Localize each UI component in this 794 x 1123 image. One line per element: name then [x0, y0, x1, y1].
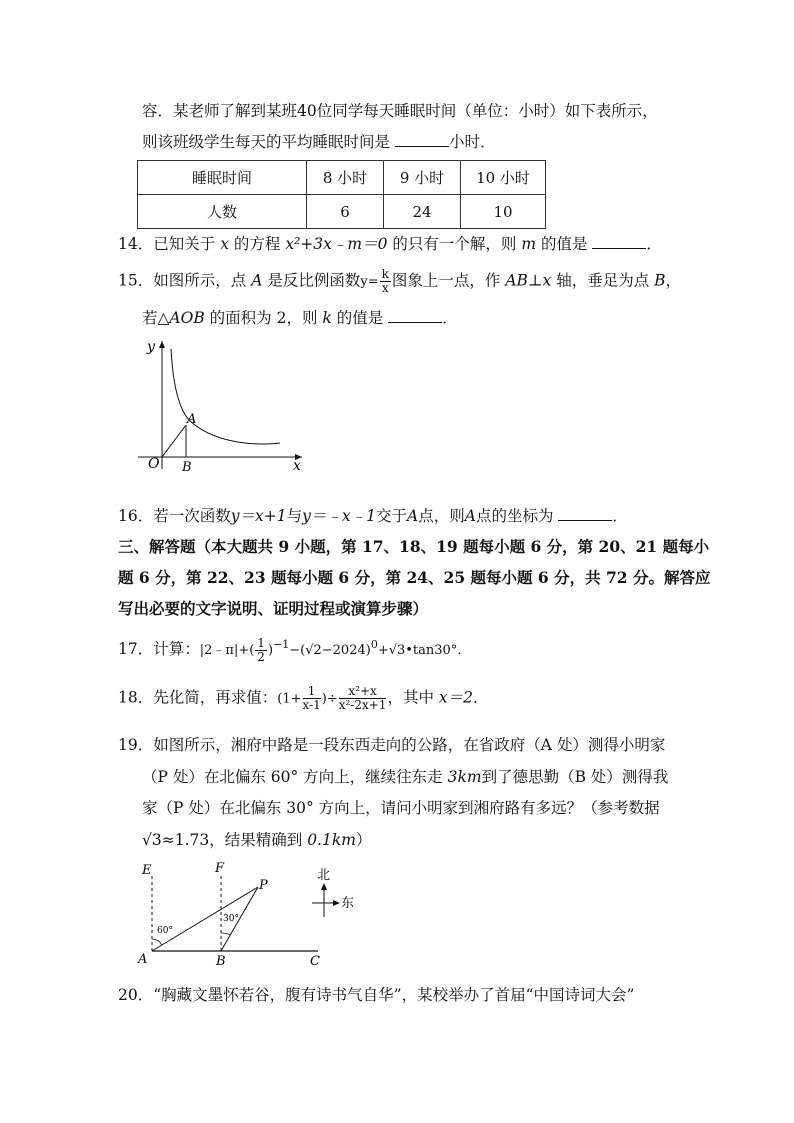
q15-function: y=	[360, 274, 379, 290]
q18-text: 先化简，再求值：	[153, 688, 278, 707]
q15-text: 的值是	[336, 309, 384, 327]
angle-30-label: 30°	[223, 914, 239, 924]
question-20	[118, 984, 634, 1006]
point-a-label: A	[187, 412, 197, 427]
fraction-numerator: x²+x	[339, 685, 387, 699]
question-18	[118, 685, 489, 712]
q14-end: ．	[646, 235, 662, 253]
q14-answer-blank	[592, 234, 646, 249]
angle-arc-60	[152, 939, 162, 945]
point-b-label: B	[216, 954, 226, 969]
q16-point-a: A	[407, 507, 419, 525]
table-header-cell: 8 小时	[307, 161, 384, 195]
q15-text: 轴，垂足为点	[556, 271, 650, 290]
q17-number: 17．	[118, 640, 154, 659]
question-15	[118, 268, 681, 295]
table-cell: 6	[307, 195, 384, 229]
q15-fraction	[380, 268, 391, 295]
q18-condition: x＝2	[438, 688, 474, 707]
table-header-cell: 9 小时	[384, 161, 461, 195]
q19-text: （P 处）在北偏东 60° 方向上，继续往东走	[142, 768, 443, 786]
q16-number: 16．	[118, 507, 154, 525]
q14-var-m: m	[521, 235, 537, 253]
q16-equation2: y＝﹣x﹣1	[302, 507, 376, 525]
q18-end: ．	[473, 688, 489, 707]
q19-text: 如图所示，湘府中路是一段东西走向的公路，在省政府（A 处）测得小明家	[153, 736, 666, 754]
compass-east-arrow-icon	[333, 900, 340, 906]
q19-number: 19．	[118, 736, 154, 754]
q16-text: 交于	[376, 507, 408, 525]
q15-segment-ab: AB	[505, 271, 528, 290]
segment-ap	[152, 887, 258, 951]
question-19-line3: 家（P 处）在北偏东 30° 方向上，请问小明家到湘府路有多远？（参考数据	[142, 799, 660, 817]
q14-number: 14．	[118, 235, 154, 253]
q17-exponent: −1	[273, 638, 290, 651]
q17-expr: +√3•tan30°．	[377, 643, 471, 659]
q15-text: 的面积为 2，则	[209, 309, 318, 327]
q17-expr: |2﹣π|+(	[199, 643, 255, 659]
q16-text: 若一次函数	[153, 507, 231, 525]
q13-answer-blank	[395, 132, 449, 147]
q15-text: 若△	[142, 309, 170, 327]
q19-text: √3≈1.73，结果精确到	[142, 831, 303, 849]
q17-expr: )	[267, 643, 274, 659]
q15-perp: ⊥	[527, 271, 543, 290]
q19-text: ）	[355, 831, 372, 849]
q15-var-k: k	[322, 309, 332, 327]
q15-answer-blank	[388, 308, 442, 323]
q18-fraction2	[339, 685, 387, 712]
table-row	[138, 195, 546, 229]
q13-text2b: 小时．	[448, 133, 496, 151]
y-label: y	[147, 339, 155, 355]
q15-text: ，	[665, 271, 682, 290]
q20-number: 20．	[118, 986, 154, 1004]
q15-point-a: A	[251, 271, 263, 290]
question-19-line1	[118, 734, 665, 756]
hyperbola-curve	[171, 349, 280, 444]
q15-text: 如图所示，点	[153, 271, 247, 290]
q18-expr: )÷	[321, 691, 338, 707]
q13-line1	[142, 100, 658, 122]
point-e-label: E	[142, 863, 152, 878]
figure-19-direction-diagram	[130, 855, 370, 980]
point-p-label: P	[259, 878, 268, 893]
question-14	[118, 233, 662, 255]
section-3-heading-line2: 题 6 分，第 22、23 题每小题 6 分，第 24、25 题每小题 6 分，共 72 分。解答应	[118, 568, 711, 587]
fraction-denominator: 2	[257, 649, 265, 664]
q14-text: 的值是	[540, 235, 588, 253]
q18-fraction1	[303, 685, 321, 712]
angle-arc-30	[221, 933, 230, 935]
q13-text2a: 则该班级学生每天的平均睡眠时间是	[142, 133, 391, 151]
table-header-cell: 睡眠时间	[138, 161, 307, 195]
x-label: x	[293, 458, 301, 474]
section-3-heading-line1: 三、解答题（本大题共 9 小题，第 17、18、19 题每小题 6 分，第 20、21 题每小	[118, 537, 710, 556]
section-3-heading-line3: 写出必要的文字说明、证明过程或演算步骤）	[118, 599, 429, 618]
q18-expr: (1+	[277, 691, 302, 707]
q18-number: 18．	[118, 688, 154, 707]
segment-oa	[162, 425, 186, 457]
fraction-denominator: x	[381, 281, 389, 295]
sleep-time-table	[137, 160, 546, 229]
fraction-numerator: k	[381, 267, 389, 281]
q14-var-x: x	[220, 235, 229, 253]
q18-text: ，其中	[387, 688, 434, 707]
table-cell: 人数	[138, 195, 307, 229]
table-cell: 24	[384, 195, 461, 229]
table-header-cell: 10 小时	[461, 161, 546, 195]
q14-text: 已知关于	[153, 235, 216, 253]
q15-triangle: AOB	[169, 309, 205, 327]
q16-text: 点，则	[418, 507, 465, 525]
q14-text: 的只有一个解，则	[392, 235, 517, 253]
q13-text1: 容．某老师了解到某班40位同学每天睡眠时间（单位：小时）如下表所示，	[142, 102, 658, 120]
q19-precision: 0.1km	[307, 831, 356, 849]
compass-north-arrow-icon	[321, 883, 327, 890]
table-row	[138, 161, 546, 195]
q17-fraction	[255, 637, 267, 664]
q16-text: 点的坐标为	[475, 507, 554, 525]
q16-point-a: A	[464, 507, 476, 525]
q15-var-x: x	[542, 271, 552, 290]
q16-equation1: y＝x+1	[230, 507, 287, 525]
point-a-label: A	[138, 952, 148, 967]
q15-number: 15．	[118, 271, 154, 290]
origin-label: O	[148, 456, 160, 472]
fraction-denominator: x²-2x+1	[338, 698, 387, 712]
q20-text: “胸藏文墨怀若谷，腹有诗书气自华”，某校举办了首届“中国诗词大会”	[153, 986, 635, 1004]
q15-text: 是反比例函数	[267, 271, 361, 290]
question-17	[118, 634, 470, 664]
q17-exponent: 0	[370, 638, 378, 651]
q15-end: ．	[442, 309, 458, 327]
fraction-numerator: 1	[303, 685, 321, 699]
q15-point-b: B	[654, 271, 666, 290]
figure-15-inverse-function	[130, 335, 310, 475]
q16-text: 与	[286, 507, 303, 525]
q16-answer-blank	[558, 506, 612, 521]
q13-line2	[142, 131, 495, 153]
q14-equation: x²+3x﹣m＝0	[285, 235, 388, 253]
q19-distance: 3km	[447, 768, 482, 786]
q16-end: ．	[612, 507, 628, 525]
fraction-denominator: x-1	[302, 698, 321, 712]
fraction-numerator: 1	[257, 635, 265, 650]
q17-label: 计算：	[153, 640, 200, 659]
point-c-label: C	[310, 954, 320, 969]
compass-north-label: 北	[317, 868, 331, 883]
table-cell: 10	[461, 195, 546, 229]
angle-60-label: 60°	[157, 926, 173, 936]
question-19-line2	[142, 766, 668, 788]
point-f-label: F	[215, 861, 225, 876]
question-16	[118, 505, 628, 527]
compass-east-label: 东	[341, 896, 355, 911]
q15-text: 图象上一点，作	[391, 271, 501, 290]
q14-text: 的方程	[233, 235, 281, 253]
question-15-line2	[142, 307, 458, 329]
y-axis-arrow	[159, 341, 165, 348]
q19-text: 到了德思勤（B 处）测得我	[481, 768, 669, 786]
question-19-line4	[142, 829, 371, 851]
point-b-label: B	[182, 460, 192, 475]
q17-expr: −(√2−2024)	[289, 643, 371, 659]
